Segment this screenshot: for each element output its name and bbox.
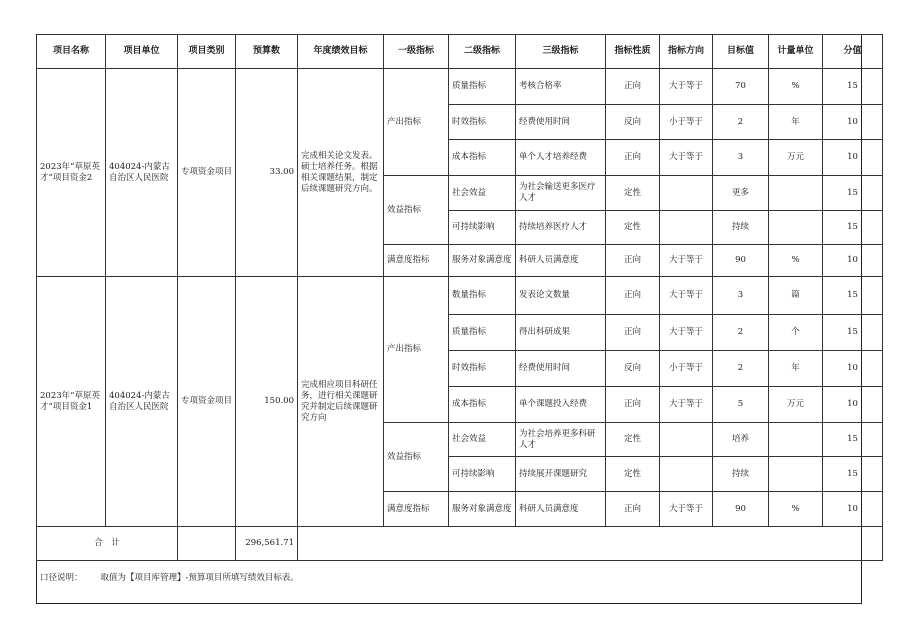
indicator-nature: 正向	[606, 69, 660, 105]
indicator-nature: 正向	[606, 277, 660, 315]
project-unit: 404024-内蒙古自治区人民医院	[106, 69, 178, 277]
indicator-direction: 小于等于	[660, 105, 713, 140]
indicator-direction: 大于等于	[660, 315, 713, 351]
footnote-tag: 口径说明：	[40, 573, 83, 583]
target-value: 持续	[713, 457, 769, 492]
indicator-direction: 大于等于	[660, 277, 713, 315]
target-value: 2	[713, 351, 769, 387]
level1-indicator: 产出指标	[384, 69, 449, 176]
table-row	[37, 69, 883, 105]
header-cell: 一级指标	[384, 35, 449, 69]
indicator-direction: 大于等于	[660, 387, 713, 423]
level3-indicator: 为社会输送更多医疗人才	[516, 176, 606, 211]
target-value: 2	[713, 105, 769, 140]
measure-unit: %	[769, 69, 823, 105]
indicator-nature: 反向	[606, 351, 660, 387]
total-empty-cell	[298, 527, 883, 561]
level1-indicator: 满意度指标	[384, 245, 449, 277]
indicator-direction	[660, 176, 713, 211]
header-cell: 指标方向	[660, 35, 713, 69]
score: 10	[823, 140, 883, 176]
indicator-direction	[660, 423, 713, 457]
measure-unit: 万元	[769, 387, 823, 423]
measure-unit: 篇	[769, 277, 823, 315]
level2-indicator: 时效指标	[449, 105, 516, 140]
level1-indicator: 效益指标	[384, 176, 449, 245]
project-category: 专项资金项目	[178, 69, 236, 277]
level2-indicator: 社会效益	[449, 423, 516, 457]
project-name: 2023年“草原英才”项目资金1	[37, 277, 106, 527]
target-value: 5	[713, 387, 769, 423]
level3-indicator: 单个人才培养经费	[516, 140, 606, 176]
score: 15	[823, 315, 883, 351]
indicator-direction: 小于等于	[660, 351, 713, 387]
indicator-nature: 定性	[606, 423, 660, 457]
score: 10	[823, 351, 883, 387]
header-cell: 二级指标	[449, 35, 516, 69]
indicator-direction	[660, 457, 713, 492]
indicator-nature: 定性	[606, 176, 660, 211]
project-category: 专项资金项目	[178, 277, 236, 527]
target-value: 培养	[713, 423, 769, 457]
indicator-direction: 大于等于	[660, 492, 713, 527]
measure-unit	[769, 211, 823, 245]
project-name: 2023年“草原英才”项目资金2	[37, 69, 106, 277]
target-value: 90	[713, 245, 769, 277]
level3-indicator: 科研人员满意度	[516, 245, 606, 277]
level2-indicator: 成本指标	[449, 140, 516, 176]
score: 15	[823, 176, 883, 211]
level2-indicator: 社会效益	[449, 176, 516, 211]
indicator-nature: 反向	[606, 105, 660, 140]
header-cell: 指标性质	[606, 35, 660, 69]
total-row	[37, 527, 883, 561]
target-value: 3	[713, 277, 769, 315]
footnote	[40, 571, 299, 583]
header-cell: 年度绩效目标	[298, 35, 384, 69]
level2-indicator: 时效指标	[449, 351, 516, 387]
level3-indicator: 经费使用时间	[516, 105, 606, 140]
project-budget: 150.00	[236, 277, 298, 527]
level3-indicator: 得出科研成果	[516, 315, 606, 351]
target-value: 70	[713, 69, 769, 105]
level3-indicator: 科研人员满意度	[516, 492, 606, 527]
level3-indicator: 单个课题投入经费	[516, 387, 606, 423]
level3-indicator: 为社会培养更多科研人才	[516, 423, 606, 457]
score: 15	[823, 69, 883, 105]
level2-indicator: 服务对象满意度	[449, 245, 516, 277]
level3-indicator: 经费使用时间	[516, 351, 606, 387]
score: 10	[823, 245, 883, 277]
target-value: 2	[713, 315, 769, 351]
level2-indicator: 质量指标	[449, 315, 516, 351]
level2-indicator: 成本指标	[449, 387, 516, 423]
score: 15	[823, 211, 883, 245]
measure-unit: 年	[769, 105, 823, 140]
header-cell: 项目名称	[37, 35, 106, 69]
performance-target-table	[36, 34, 883, 561]
score: 15	[823, 277, 883, 315]
level2-indicator: 服务对象满意度	[449, 492, 516, 527]
indicator-nature: 正向	[606, 492, 660, 527]
indicator-direction: 大于等于	[660, 245, 713, 277]
header-cell: 项目单位	[106, 35, 178, 69]
score: 10	[823, 387, 883, 423]
measure-unit: 个	[769, 315, 823, 351]
header-cell: 计量单位	[769, 35, 823, 69]
header-cell: 预算数	[236, 35, 298, 69]
level1-indicator: 产出指标	[384, 277, 449, 423]
indicator-nature: 定性	[606, 457, 660, 492]
indicator-nature: 正向	[606, 245, 660, 277]
indicator-nature: 正向	[606, 140, 660, 176]
score: 15	[823, 423, 883, 457]
measure-unit	[769, 176, 823, 211]
level3-indicator: 考核合格率	[516, 69, 606, 105]
indicator-nature: 正向	[606, 387, 660, 423]
header-cell: 项目类别	[178, 35, 236, 69]
score: 10	[823, 105, 883, 140]
target-value: 持续	[713, 211, 769, 245]
level1-indicator: 满意度指标	[384, 492, 449, 527]
level2-indicator: 数量指标	[449, 277, 516, 315]
project-goal: 完成相关论文发表、硕士培养任务。根据相关课题结果，制定后续课题研究方向。	[298, 69, 384, 277]
measure-unit: %	[769, 245, 823, 277]
measure-unit: %	[769, 492, 823, 527]
total-budget: 296,561.71	[236, 527, 298, 561]
level2-indicator: 可持续影响	[449, 457, 516, 492]
level2-indicator: 质量指标	[449, 69, 516, 105]
target-value: 90	[713, 492, 769, 527]
measure-unit: 万元	[769, 140, 823, 176]
measure-unit	[769, 457, 823, 492]
target-value: 更多	[713, 176, 769, 211]
header-cell: 目标值	[713, 35, 769, 69]
target-value: 3	[713, 140, 769, 176]
score: 10	[823, 492, 883, 527]
header-cell: 三级指标	[516, 35, 606, 69]
total-empty-cell	[178, 527, 236, 561]
level1-indicator: 效益指标	[384, 423, 449, 492]
project-goal: 完成相应项目科研任务，进行相关课题研究并制定后续课题研究方向	[298, 277, 384, 527]
indicator-nature: 正向	[606, 315, 660, 351]
table-row	[37, 277, 883, 315]
level3-indicator: 发表论文数量	[516, 277, 606, 315]
header-cell: 分值	[823, 35, 883, 69]
footnote-text: 取值为【项目库管理】-预算项目所填写绩效目标表。	[100, 573, 299, 583]
header-row	[37, 35, 883, 69]
level2-indicator: 可持续影响	[449, 211, 516, 245]
measure-unit	[769, 423, 823, 457]
indicator-direction: 大于等于	[660, 140, 713, 176]
score: 15	[823, 457, 883, 492]
level3-indicator: 持续展开课题研究	[516, 457, 606, 492]
level3-indicator: 持续培养医疗人才	[516, 211, 606, 245]
measure-unit: 年	[769, 351, 823, 387]
indicator-nature: 定性	[606, 211, 660, 245]
total-label: 合 计	[37, 527, 178, 561]
indicator-direction	[660, 211, 713, 245]
project-budget: 33.00	[236, 69, 298, 277]
project-unit: 404024-内蒙古自治区人民医院	[106, 277, 178, 527]
indicator-direction: 大于等于	[660, 69, 713, 105]
